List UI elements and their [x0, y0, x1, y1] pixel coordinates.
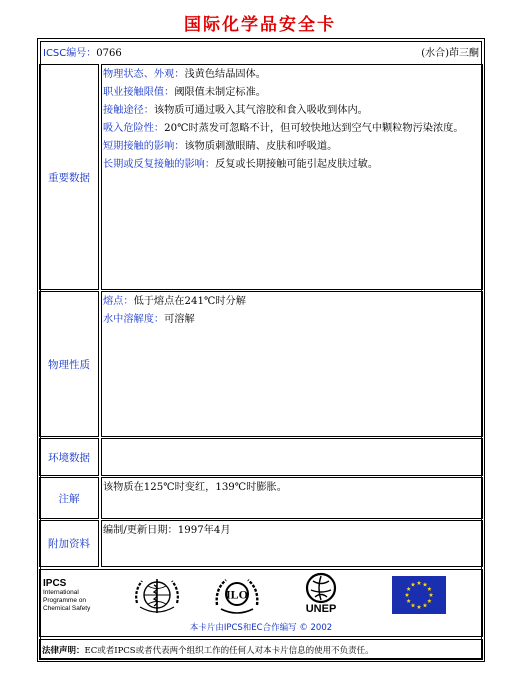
section-label-notes: 注解 [39, 477, 99, 519]
legal-label: 法律声明： [42, 646, 85, 656]
important-item: 长期或反复接触的影响：反复或长期接触可能引起皮肤过敏。 [103, 159, 379, 170]
important-item: 物理状态、外观：浅黄色结晶固体。 [103, 69, 266, 80]
section-notes [39, 477, 483, 519]
icsc-code-value: 0766 [96, 48, 122, 59]
section-physical-properties [39, 291, 483, 437]
section-label-important-data: 重要数据 [39, 64, 99, 290]
section-additional [39, 520, 483, 567]
icsc-code-label: ICSC编号： [43, 48, 97, 59]
who-emblem-icon [132, 573, 182, 617]
environment-body [101, 438, 483, 476]
chemical-name: (水合)茚三酮 [421, 48, 479, 59]
ipcs-logo [43, 578, 90, 613]
notes-body: 该物质在125℃时变红，139℃时膨胀。 [101, 477, 483, 519]
section-important-data [39, 64, 483, 290]
ipcs-title: IPCS [43, 578, 67, 589]
icsc-code [43, 44, 122, 59]
important-item: 短期接触的影响：该物质刺激眼睛、皮肤和呼吸道。 [103, 141, 338, 152]
legal-statement [39, 639, 483, 660]
ilo-logo-icon [212, 573, 262, 617]
card-title: 国际化学品安全卡 [184, 15, 336, 35]
ipcs-line: International [43, 589, 79, 596]
ipcs-line: Chemical Safety [43, 605, 91, 612]
property-item: 水中溶解度：可溶解 [103, 314, 195, 325]
important-item: 吸入危险性：20℃时蒸发可忽略不计，但可较快地达到空气中颗粒物污染浓度。 [103, 123, 464, 134]
section-label-environment: 环境数据 [39, 438, 99, 476]
legal-text: EC或者IPCS或者代表两个组织工作的任何人对本卡片信息的使用不负责任。 [84, 646, 374, 656]
important-item: 接触途径：该物质可通过吸入其气溶胶和食入吸收到体内。 [103, 105, 368, 116]
ipcs-line: Programme on [43, 597, 86, 604]
card-header [37, 38, 485, 62]
physical-properties-body [101, 291, 483, 437]
additional-body: 编制/更新日期：1997年4月 [101, 520, 483, 567]
section-label-physical-properties: 物理性质 [39, 291, 99, 437]
important-data-body [101, 64, 483, 290]
section-label-additional: 附加资料 [39, 520, 99, 567]
svg-text:ILO: ILO [225, 587, 249, 602]
section-environment [39, 438, 483, 476]
property-item: 熔点：低于熔点在241℃时分解 [103, 296, 246, 307]
eu-flag-icon [392, 576, 446, 614]
unep-label: UNEP [305, 603, 337, 615]
important-item: 职业接触限值：阈限值未制定标准。 [103, 87, 266, 98]
footer-logos [39, 569, 483, 637]
card-credit: 本卡片由IPCS和EC合作编写 © 2002 [189, 623, 333, 633]
